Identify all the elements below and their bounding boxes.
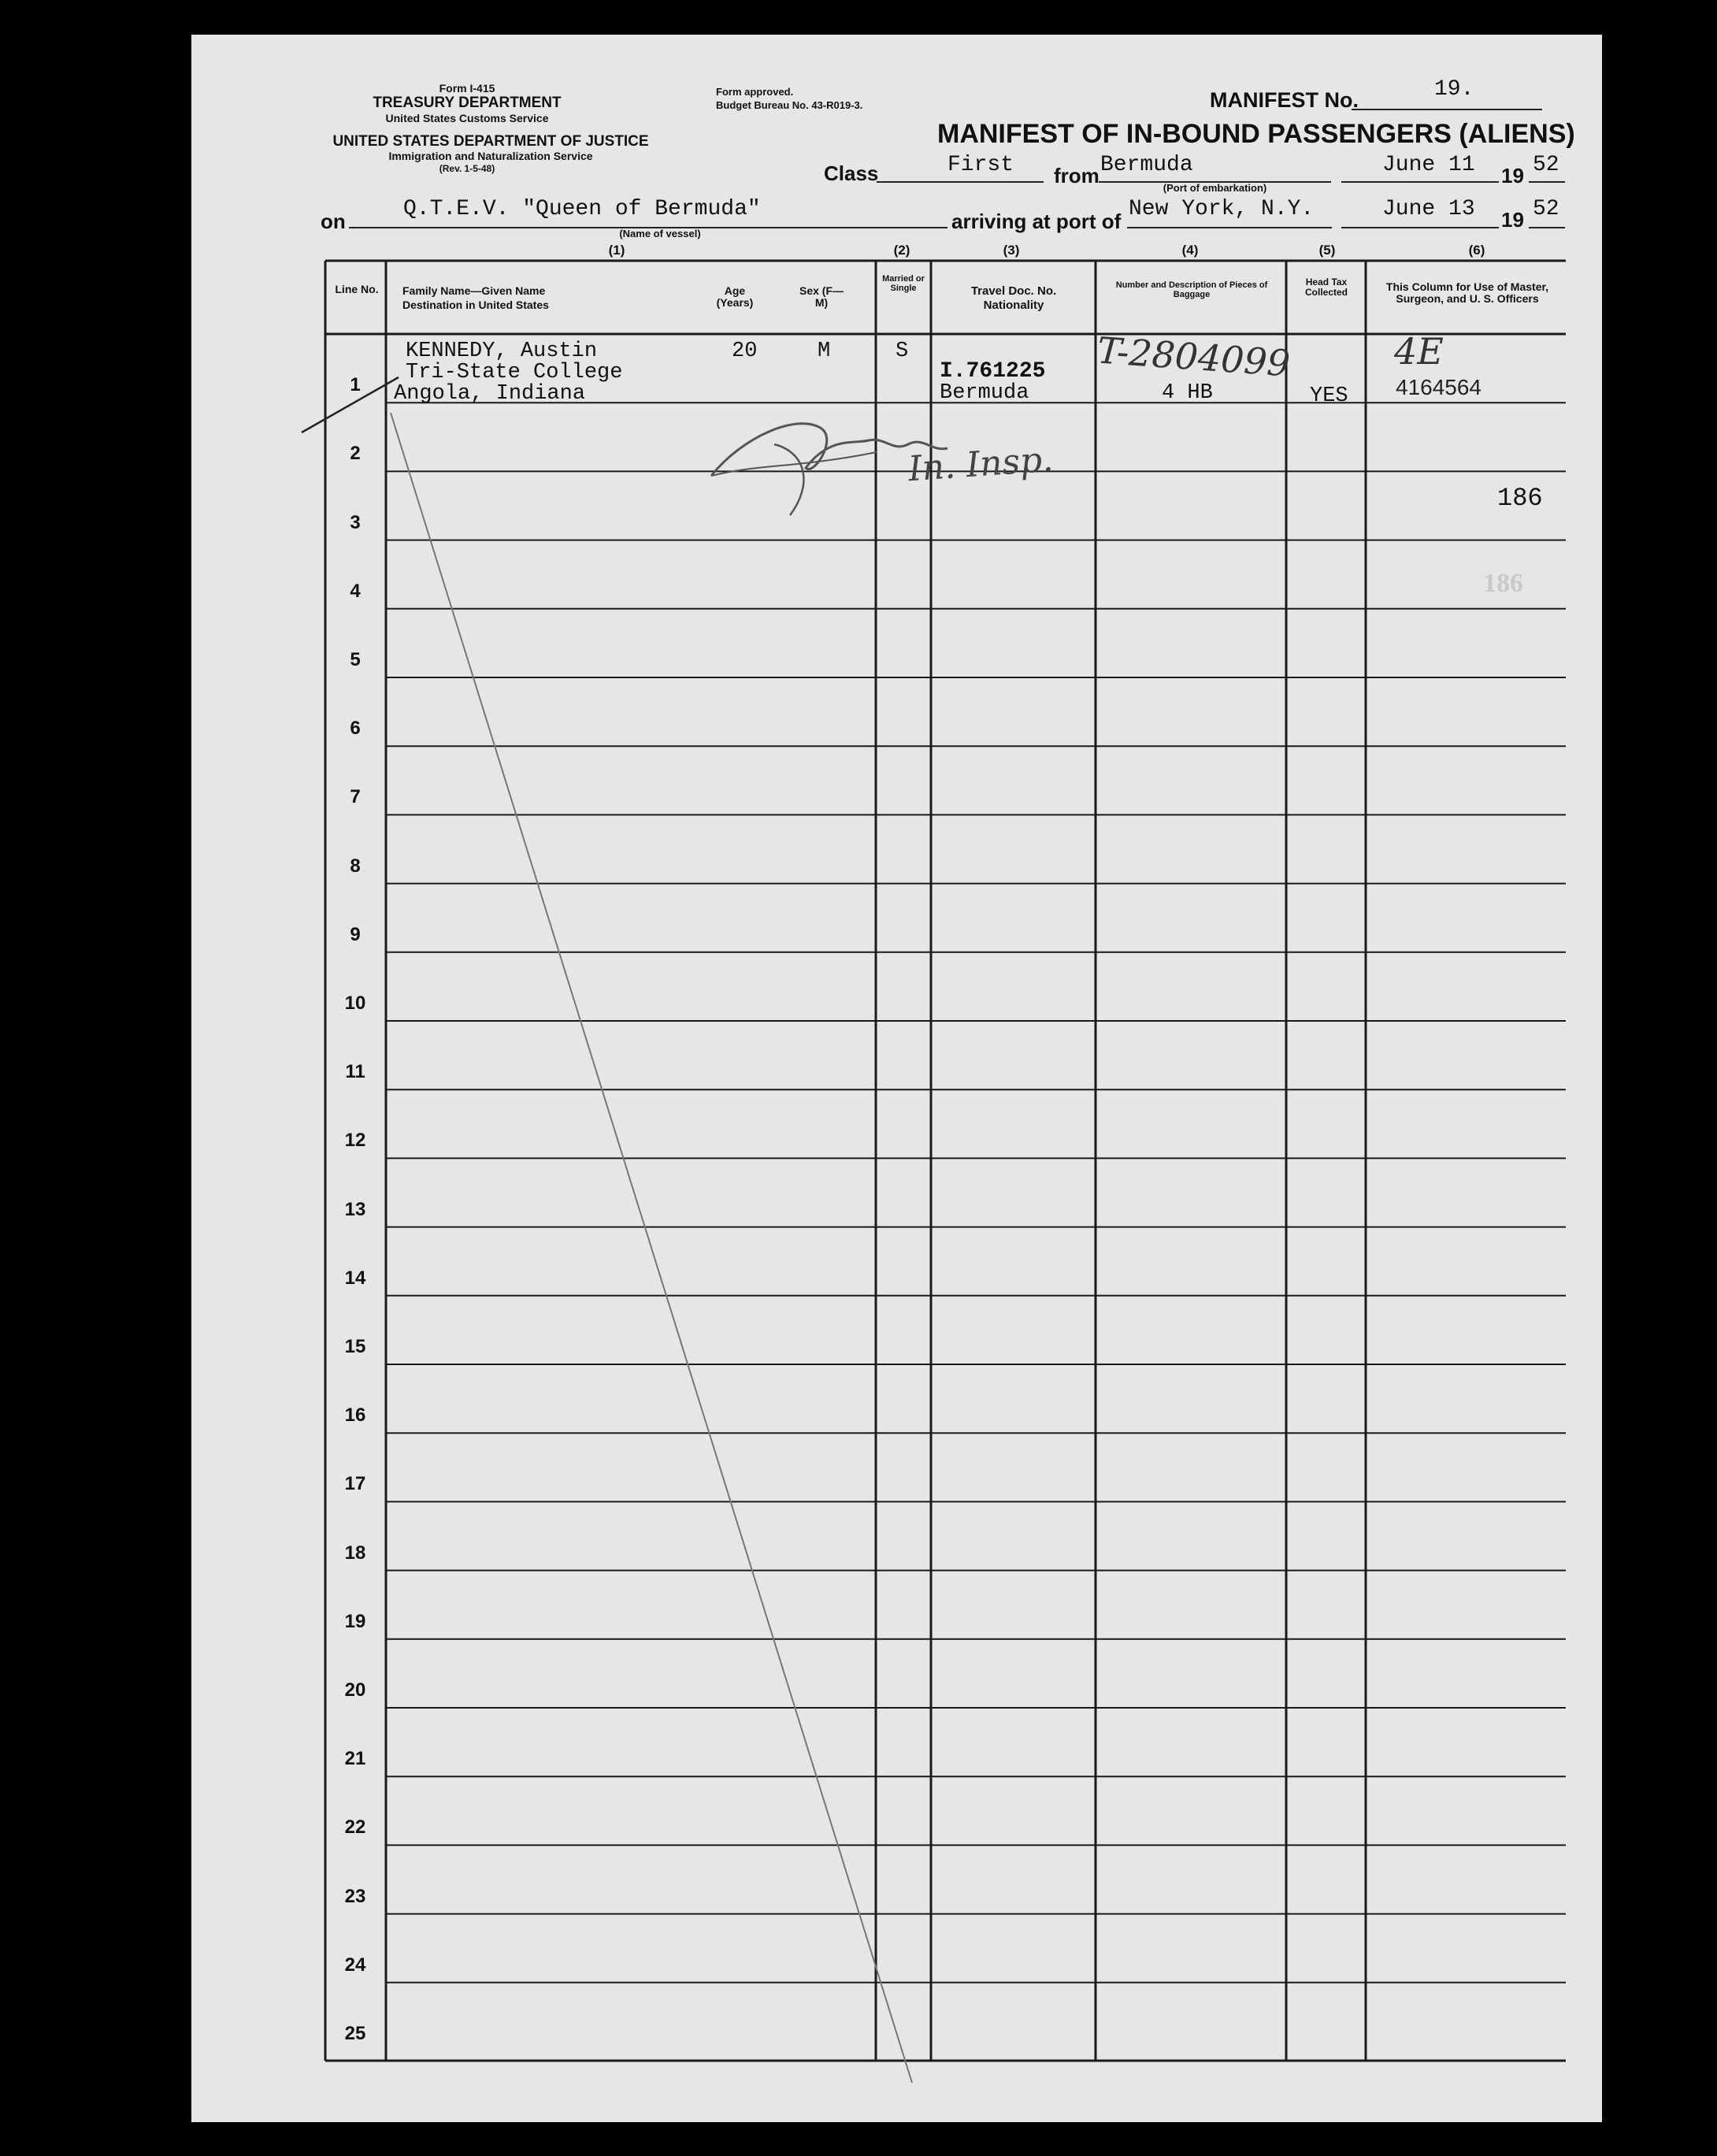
- line-number: 7: [350, 786, 361, 808]
- column-header-name: Family Name—Given Name: [402, 284, 546, 297]
- treasury-department: TREASURY DEPARTMENT: [373, 95, 562, 111]
- customs-service: United States Customs Service: [385, 112, 549, 124]
- budget-bureau-number: Budget Bureau No. 43-R019-3.: [716, 99, 863, 111]
- manifest-page: [191, 35, 1602, 2122]
- baggage-handwritten-number: T-2804099: [1096, 328, 1292, 385]
- column-number-3: (3): [1003, 243, 1020, 258]
- column-header-baggage: Number and Description of Pieces of Baggage: [1115, 280, 1268, 299]
- passenger-age: 20: [732, 340, 758, 363]
- line-number: 19: [344, 1610, 366, 1632]
- vessel-caption: (Name of vessel): [619, 228, 701, 239]
- on-label: on: [321, 210, 346, 233]
- port-embarkation-caption: (Port of embarkation): [1163, 182, 1267, 194]
- line-number: 22: [344, 1816, 366, 1839]
- departure-year: 52: [1533, 153, 1559, 177]
- passenger-sex: M: [818, 340, 831, 363]
- line-number: 11: [345, 1061, 365, 1083]
- line-number: 6: [350, 718, 361, 740]
- passenger-nationality: Bermuda: [940, 381, 1029, 405]
- line-number: 2: [350, 443, 361, 465]
- line-number: 23: [344, 1885, 366, 1907]
- arrival-year-prefix: 19: [1501, 208, 1524, 232]
- baggage-description: 4 HB: [1162, 381, 1213, 405]
- line-number: 13: [344, 1198, 366, 1220]
- side-page-number: 186: [1497, 484, 1543, 513]
- inspector-title: In. Insp.: [907, 439, 1055, 490]
- line-number: 14: [344, 1267, 366, 1289]
- passenger-name: KENNEDY, Austin: [406, 340, 598, 363]
- arrival-year: 52: [1533, 197, 1559, 221]
- line-number: 9: [350, 923, 361, 945]
- port-of-embarkation: Bermuda: [1100, 153, 1193, 177]
- officer-number: 4164564: [1396, 375, 1482, 399]
- travel-document-number: I.761225: [940, 359, 1046, 384]
- line-number: 16: [344, 1405, 366, 1427]
- line-number: 5: [350, 649, 361, 670]
- line-number: 3: [350, 511, 361, 533]
- passenger-marital-status: S: [896, 340, 909, 363]
- revision-date: (Rev. 1-5-48): [439, 163, 495, 174]
- column-header-officers: This Column for Use of Master, Surgeon, and U. S. Officers: [1385, 280, 1549, 305]
- column-header-age: Age (Years): [716, 284, 754, 309]
- arrival-port: New York, N.Y.: [1129, 197, 1315, 221]
- faint-stamp-number: 186: [1483, 569, 1523, 598]
- column-number-1: (1): [608, 243, 625, 258]
- column-number-4: (4): [1181, 243, 1199, 258]
- column-number-2: (2): [893, 243, 910, 258]
- line-number: 25: [344, 2023, 366, 2044]
- line-number: 24: [344, 1954, 366, 1976]
- department-of-justice: UNITED STATES DEPARTMENT OF JUSTICE: [332, 133, 649, 150]
- line-number: 21: [344, 1748, 366, 1770]
- from-label: from: [1054, 164, 1100, 187]
- passenger-destination-2: Angola, Indiana: [394, 382, 586, 406]
- column-header-line-no: Line No.: [335, 283, 379, 295]
- form-number: Form I-415: [439, 82, 495, 95]
- column-header-nationality: Nationality: [983, 299, 1044, 312]
- departure-date: June 11: [1382, 153, 1475, 177]
- immigration-service: Immigration and Naturalization Service: [388, 150, 593, 162]
- form-approved: Form approved.: [716, 86, 794, 98]
- line-number: 1: [350, 374, 361, 396]
- line-number: 10: [344, 993, 366, 1014]
- page-title: MANIFEST OF IN-BOUND PASSENGERS (ALIENS): [937, 119, 1575, 149]
- column-number-6: (6): [1468, 243, 1485, 258]
- arrival-date: June 13: [1382, 197, 1475, 221]
- head-tax-collected: YES: [1310, 384, 1348, 408]
- line-number: 20: [344, 1679, 366, 1701]
- line-number: 12: [344, 1130, 366, 1152]
- officer-mark: 4E: [1394, 330, 1444, 373]
- column-header-head-tax: Head Tax Collected: [1304, 276, 1348, 298]
- line-number: 15: [344, 1336, 366, 1357]
- passenger-destination-1: Tri-State College: [406, 361, 623, 384]
- line-number: 18: [344, 1542, 366, 1564]
- column-header-sex: Sex (F—M): [799, 284, 844, 309]
- manifest-number-label: MANIFEST No.: [1210, 88, 1359, 112]
- year-prefix: 19: [1501, 164, 1524, 187]
- line-number: 8: [350, 855, 361, 877]
- class-value: First: [948, 153, 1014, 177]
- class-label: Class: [824, 161, 879, 185]
- column-header-destination: Destination in United States: [402, 299, 549, 311]
- vessel-name: Q.T.E.V. "Queen of Bermuda": [403, 197, 761, 221]
- line-number: 4: [350, 580, 361, 602]
- manifest-number: 19.: [1434, 77, 1474, 102]
- column-number-5: (5): [1318, 243, 1336, 258]
- column-header-marital: Married or Single: [882, 274, 925, 293]
- column-header-travel-doc: Travel Doc. No.: [970, 284, 1057, 298]
- line-number: 17: [344, 1473, 366, 1495]
- arriving-label: arriving at port of: [951, 210, 1122, 233]
